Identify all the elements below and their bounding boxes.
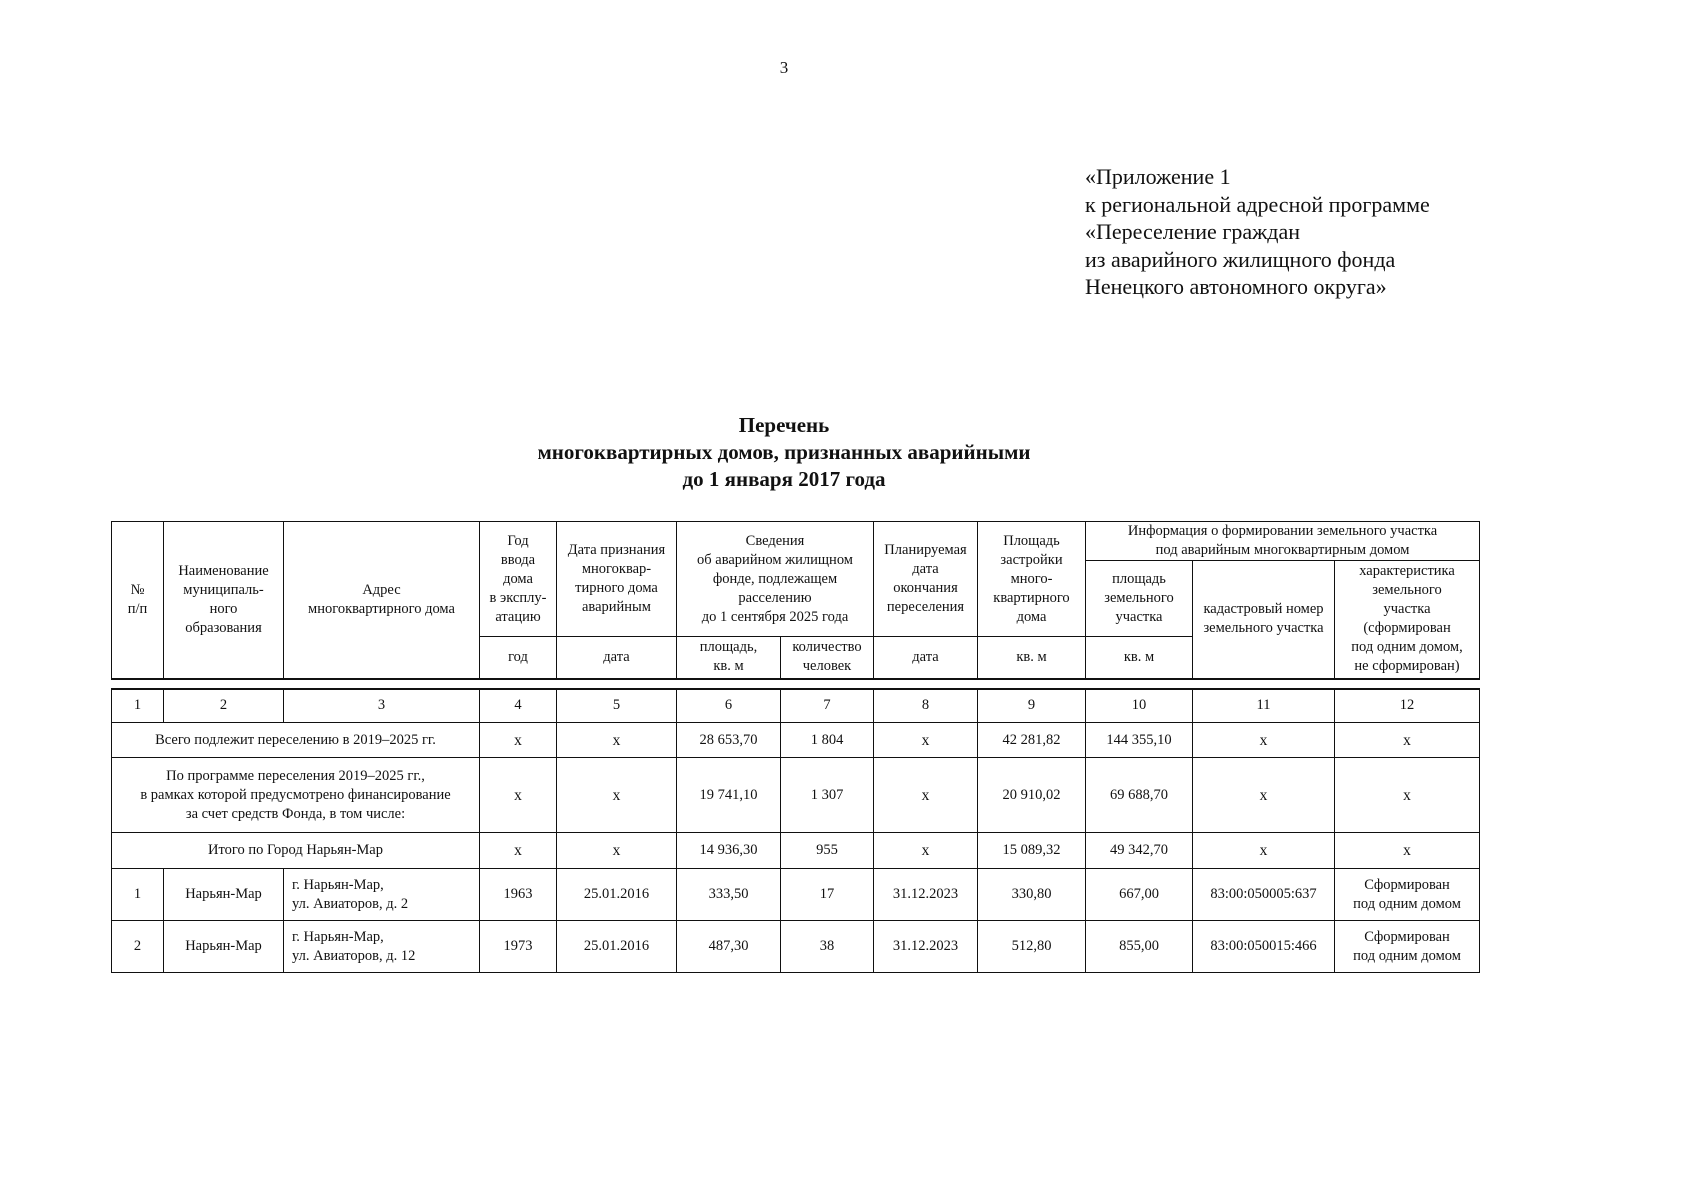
program-row: [112, 758, 1480, 833]
row-year: 1973: [480, 921, 557, 973]
document-title: [0, 412, 1568, 493]
row-recognition-date: 25.01.2016: [557, 921, 677, 973]
appendix-line: к региональной адресной программе: [1085, 191, 1430, 217]
total-cell: 42 281,82: [978, 723, 1086, 758]
column-number: 3: [284, 689, 480, 723]
header-year: Год ввода дома в эксплу- атацию: [480, 522, 557, 637]
row-municipality: Нарьян-Мар: [164, 869, 284, 921]
unit-planned: дата: [874, 637, 978, 679]
program-cell: x: [1335, 758, 1480, 833]
row-year: 1963: [480, 869, 557, 921]
header-municipality: Наименование муниципаль- ного образования: [164, 522, 284, 679]
row-recognition-date: 25.01.2016: [557, 869, 677, 921]
header-fund-info: Сведения об аварийном жилищном фонде, подлежащем расселению до 1 сентября 2025 года: [677, 522, 874, 637]
row-address: г. Нарьян-Мар, ул. Авиаторов, д. 2: [284, 869, 480, 921]
unit-date: дата: [557, 637, 677, 679]
header-cadastral: кадастровый номер земельного участка: [1193, 561, 1335, 679]
row-cadastral: 83:00:050005:637: [1193, 869, 1335, 921]
row-address: г. Нарьян-Мар, ул. Авиаторов, д. 12: [284, 921, 480, 973]
title-line: до 1 января 2017 года: [682, 467, 886, 491]
row-land-area: 855,00: [1086, 921, 1193, 973]
column-number: 6: [677, 689, 781, 723]
column-number: 4: [480, 689, 557, 723]
total-cell: 144 355,10: [1086, 723, 1193, 758]
table-row: [112, 869, 1480, 921]
row-area: 487,30: [677, 921, 781, 973]
row-num: 1: [112, 869, 164, 921]
city-total-row: [112, 833, 1480, 869]
program-cell: x: [557, 758, 677, 833]
unit-people: количество человек: [781, 637, 874, 679]
page-number: 3: [779, 58, 789, 77]
unit-building: кв. м: [978, 637, 1086, 679]
city-total-cell: x: [1335, 833, 1480, 869]
header-recognition-date: Дата признания многоквар- тирного дома аварийным: [557, 522, 677, 637]
header-num: № п/п: [112, 522, 164, 679]
column-number: 7: [781, 689, 874, 723]
program-cell: x: [480, 758, 557, 833]
appendix-line: «Приложение 1: [1085, 164, 1231, 189]
program-cell: 20 910,02: [978, 758, 1086, 833]
column-number: 8: [874, 689, 978, 723]
column-number-row: [112, 689, 1480, 723]
total-cell: 28 653,70: [677, 723, 781, 758]
unit-area: площадь, кв. м: [677, 637, 781, 679]
row-people: 17: [781, 869, 874, 921]
row-people: 38: [781, 921, 874, 973]
table-row: [112, 921, 1480, 973]
program-cell: x: [1193, 758, 1335, 833]
total-cell: x: [1335, 723, 1480, 758]
total-cell: 1 804: [781, 723, 874, 758]
row-land-char: Сформирован под одним домом: [1335, 869, 1480, 921]
row-planned-end: 31.12.2023: [874, 869, 978, 921]
city-total-cell: x: [557, 833, 677, 869]
header-address: Адрес многоквартирного дома: [284, 522, 480, 679]
column-number: 2: [164, 689, 284, 723]
row-building-area: 512,80: [978, 921, 1086, 973]
column-number: 10: [1086, 689, 1193, 723]
city-total-cell: 955: [781, 833, 874, 869]
row-cadastral: 83:00:050015:466: [1193, 921, 1335, 973]
title-line: Перечень: [738, 413, 830, 437]
header-land-info: Информация о формировании земельного участка под аварийным многоквартирным домом: [1086, 522, 1480, 561]
emergency-housing-table: [111, 521, 1480, 973]
city-total-cell: x: [1193, 833, 1335, 869]
header-planned-end: Планируемая дата окончания переселения: [874, 522, 978, 637]
total-cell: x: [557, 723, 677, 758]
row-num: 2: [112, 921, 164, 973]
appendix-line: «Переселение граждан: [1085, 219, 1301, 244]
city-total-label: Итого по Город Нарьян-Мар: [112, 833, 480, 869]
header-building-area: Площадь застройки много- квартирного дома: [978, 522, 1086, 637]
program-cell: x: [874, 758, 978, 833]
column-number: 1: [112, 689, 164, 723]
unit-land: кв. м: [1086, 637, 1193, 679]
total-cell: x: [874, 723, 978, 758]
appendix-line: Ненецкого автономного округа»: [1085, 274, 1387, 299]
city-total-cell: 15 089,32: [978, 833, 1086, 869]
column-number: 5: [557, 689, 677, 723]
total-row: [112, 723, 1480, 758]
city-total-cell: x: [874, 833, 978, 869]
unit-year: год: [480, 637, 557, 679]
header-land-area: площадь земельного участка: [1086, 561, 1193, 637]
program-cell: 19 741,10: [677, 758, 781, 833]
appendix-heading: [1085, 163, 1430, 301]
program-cell: 1 307: [781, 758, 874, 833]
column-number: 9: [978, 689, 1086, 723]
column-number: 11: [1193, 689, 1335, 723]
column-number: 12: [1335, 689, 1480, 723]
program-cell: 69 688,70: [1086, 758, 1193, 833]
title-line: многоквартирных домов, признанных аварийными: [537, 440, 1031, 464]
city-total-cell: 49 342,70: [1086, 833, 1193, 869]
row-area: 333,50: [677, 869, 781, 921]
city-total-cell: x: [480, 833, 557, 869]
header-land-char: характеристика земельного участка (сформирован под одним домом, не сформирован): [1335, 561, 1480, 679]
row-municipality: Нарьян-Мар: [164, 921, 284, 973]
total-label: Всего подлежит переселению в 2019–2025 гг.: [112, 723, 480, 758]
city-total-cell: 14 936,30: [677, 833, 781, 869]
appendix-line: из аварийного жилищного фонда: [1085, 246, 1396, 272]
row-land-char: Сформирован под одним домом: [1335, 921, 1480, 973]
row-planned-end: 31.12.2023: [874, 921, 978, 973]
program-label: По программе переселения 2019–2025 гг., в рамках которой предусмотрено финансирование за счет средств Фонда, в том числе:: [112, 758, 480, 833]
row-land-area: 667,00: [1086, 869, 1193, 921]
total-cell: x: [480, 723, 557, 758]
row-building-area: 330,80: [978, 869, 1086, 921]
total-cell: x: [1193, 723, 1335, 758]
